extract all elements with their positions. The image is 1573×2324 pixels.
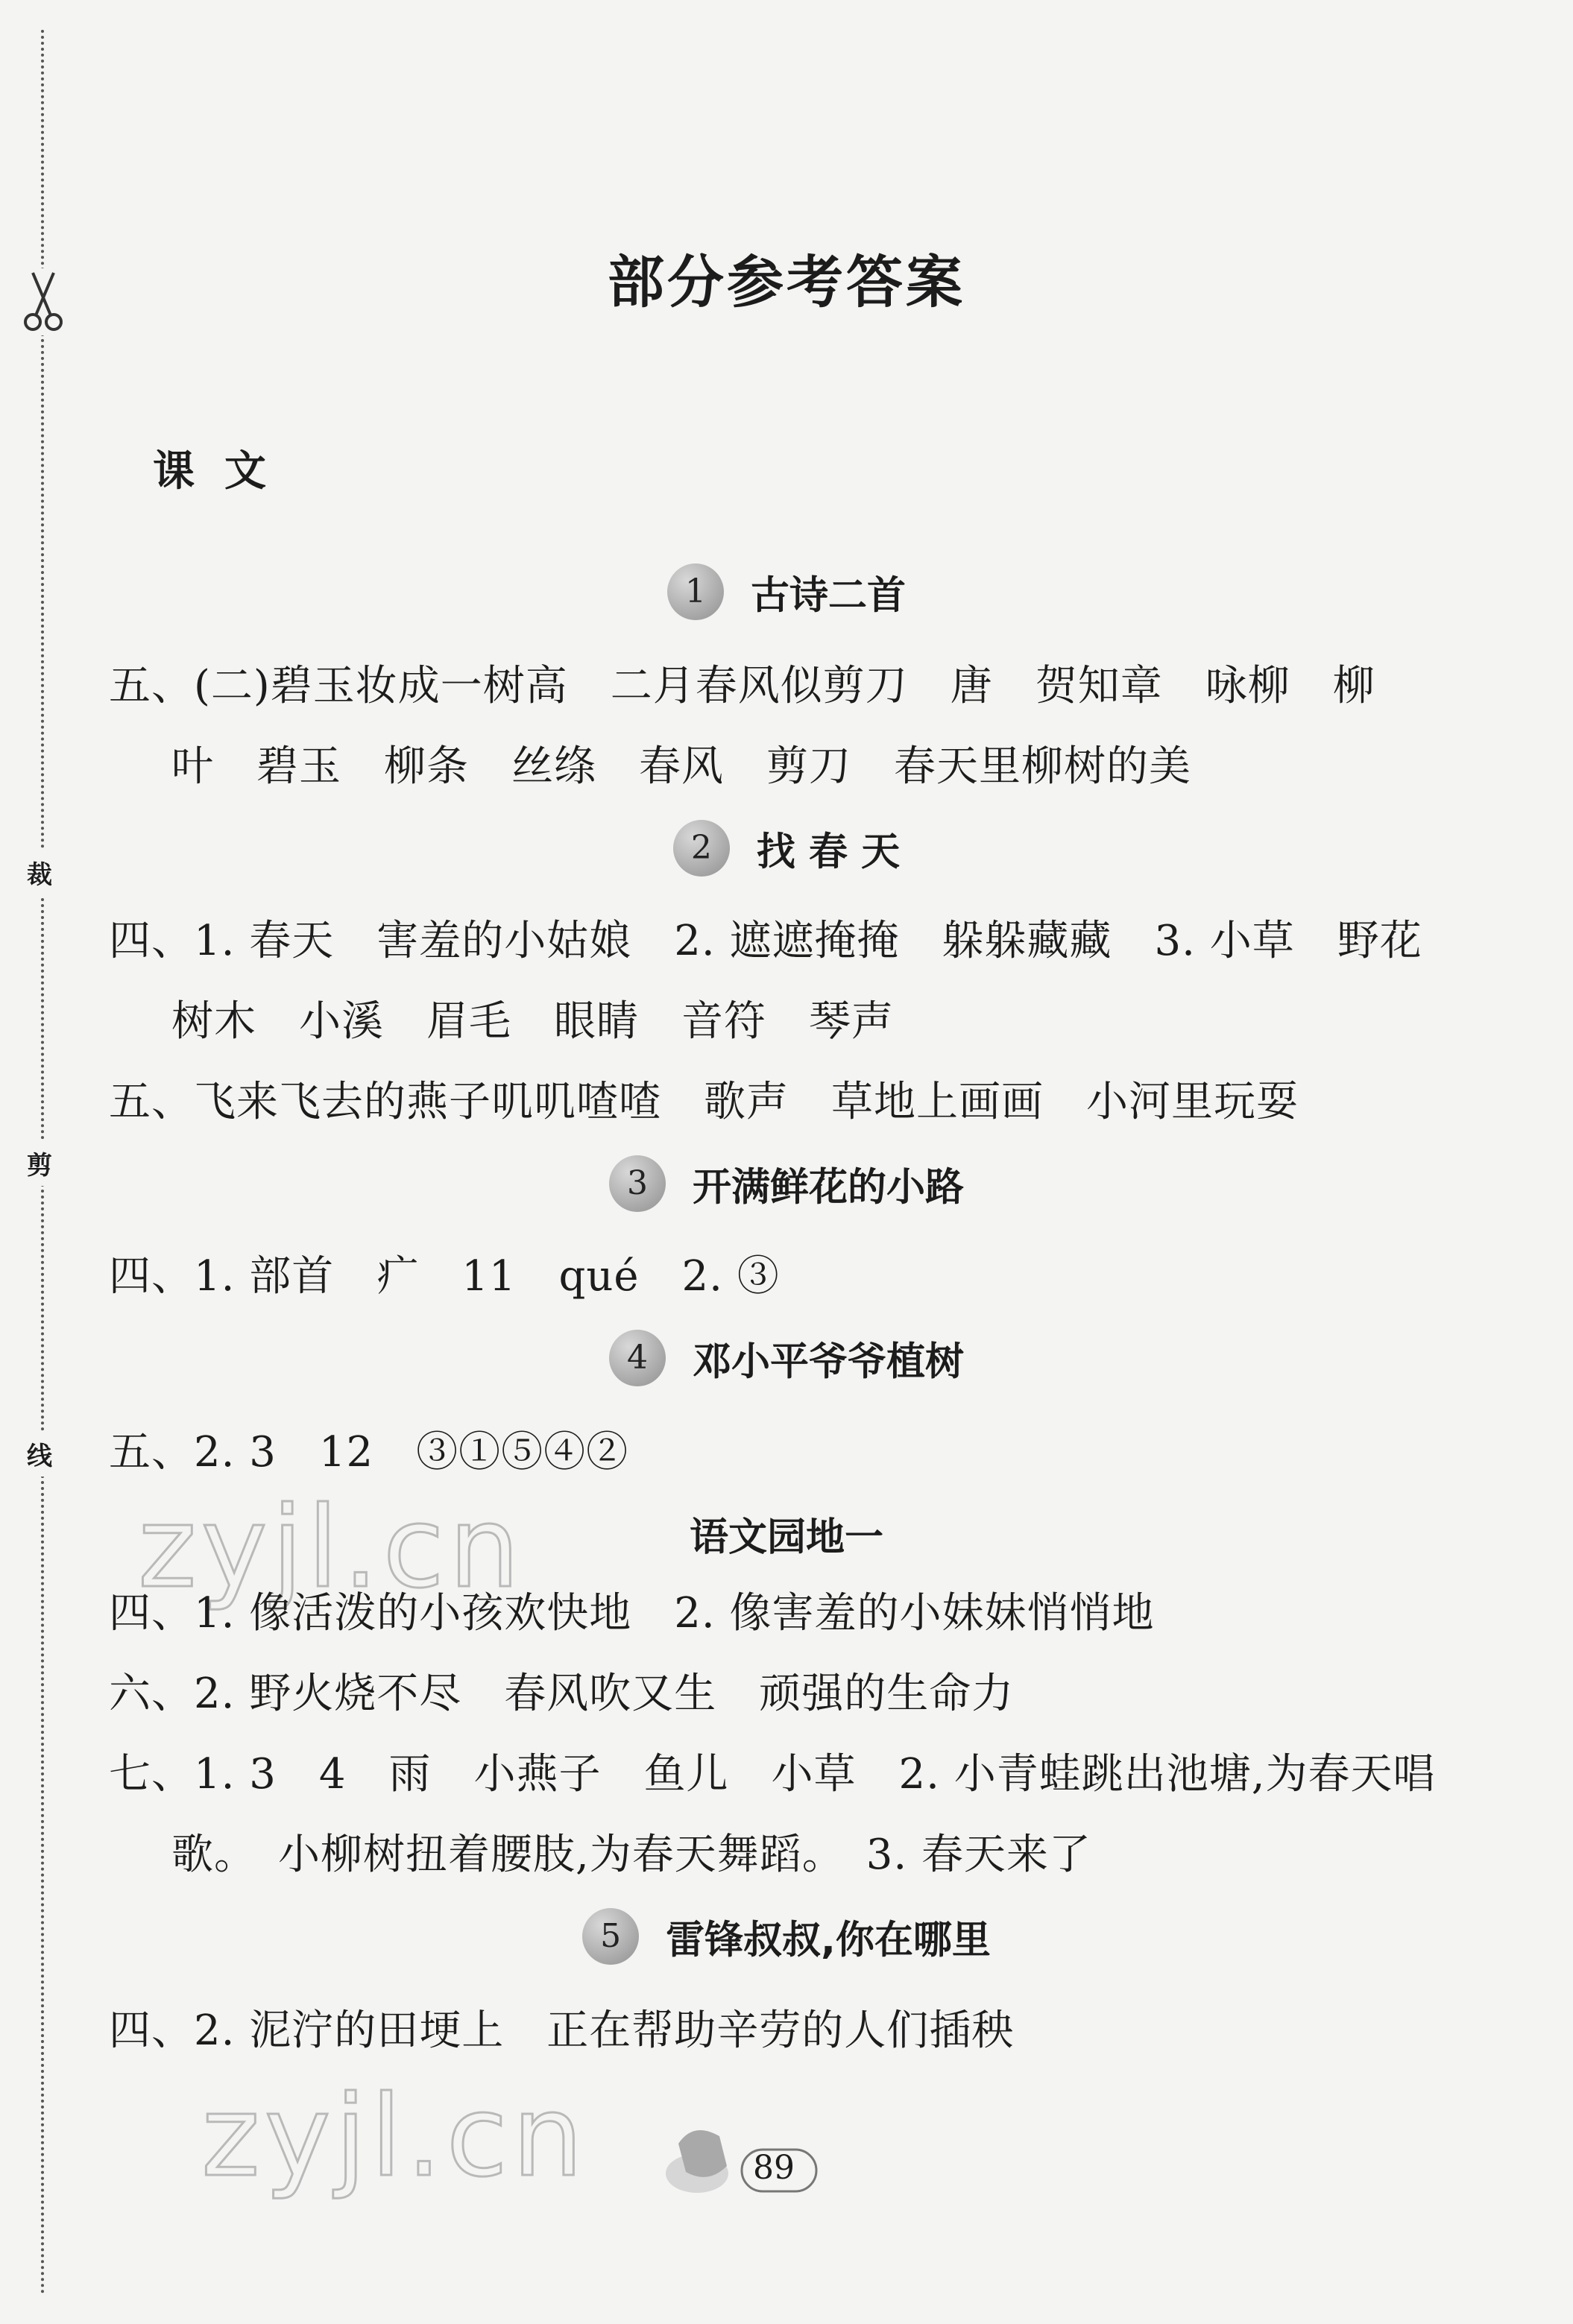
answer-line: 五、飞来飞去的燕子叽叽喳喳 歌声 草地上画画 小河里玩耍 <box>109 1078 1299 1126</box>
lesson-number-badge: 2 <box>673 820 730 877</box>
answer-line: 歌。 小柳树扭着腰肢,为春天舞蹈。 3. 春天来了 <box>171 1831 1092 1879</box>
lesson-number-badge: 1 <box>667 563 724 620</box>
lesson-title: 语文园地一 <box>689 1515 883 1560</box>
lesson-number-badge: 4 <box>609 1330 666 1386</box>
lesson-heading <box>0 1908 1573 1965</box>
answer-line: 四、1. 部首 疒 11 qué 2. ③ <box>109 1252 780 1301</box>
lesson-heading <box>0 1330 1573 1386</box>
answer-line: 四、1. 春天 害羞的小姑娘 2. 遮遮掩掩 躲躲藏藏 3. 小草 野花 <box>109 917 1422 965</box>
side-label-snip: 剪 <box>25 1140 54 1186</box>
lesson-heading <box>0 563 1573 620</box>
page-number: 89 <box>753 2149 795 2187</box>
answer-line: 树木 小溪 眉毛 眼睛 音符 琴声 <box>171 997 894 1046</box>
lesson-title: 雷锋叔叔,你在哪里 <box>666 1918 991 1963</box>
answer-line: 六、2. 野火烧不尽 春风吹又生 顽强的生命力 <box>109 1670 1015 1718</box>
lesson-title: 古诗二首 <box>750 573 906 619</box>
lesson-heading <box>0 1506 1573 1562</box>
lesson-number-badge: 5 <box>582 1908 639 1965</box>
answer-line: 四、2. 泥泞的田埂上 正在帮助辛劳的人们插秧 <box>109 2006 1015 2055</box>
lesson-title: 开满鲜花的小路 <box>692 1165 964 1210</box>
lesson-heading <box>0 820 1573 877</box>
lesson-title: 邓小平爷爷植树 <box>692 1339 964 1385</box>
section-label: 课文 <box>153 446 296 496</box>
answer-line: 五、(二)碧玉妆成一树高 二月春风似剪刀 唐 贺知章 咏柳 柳 <box>109 662 1375 710</box>
side-label-cut: 裁 <box>25 850 54 895</box>
watermark: zyjl.cn <box>138 1483 525 1613</box>
side-label-line: 线 <box>25 1431 54 1477</box>
answer-line: 七、1. 3 4 雨 小燕子 鱼儿 小草 2. 小青蛙跳出池塘,为春天唱 <box>109 1750 1436 1799</box>
page-number-badge-icon <box>656 2114 828 2203</box>
watermark: zyjl.cn <box>201 2072 588 2202</box>
lesson-title: 找 春 天 <box>756 830 901 875</box>
page-title: 部分参考答案 <box>608 249 965 315</box>
answer-line: 四、1. 像活泼的小孩欢快地 2. 像害羞的小妹妹悄悄地 <box>109 1589 1155 1638</box>
lesson-heading <box>0 1155 1573 1212</box>
lesson-number-badge: 3 <box>609 1155 666 1212</box>
answer-line: 叶 碧玉 柳条 丝绦 春风 剪刀 春天里柳树的美 <box>171 742 1191 791</box>
answer-line: 五、2. 3 12 ③①⑤④② <box>109 1428 629 1477</box>
